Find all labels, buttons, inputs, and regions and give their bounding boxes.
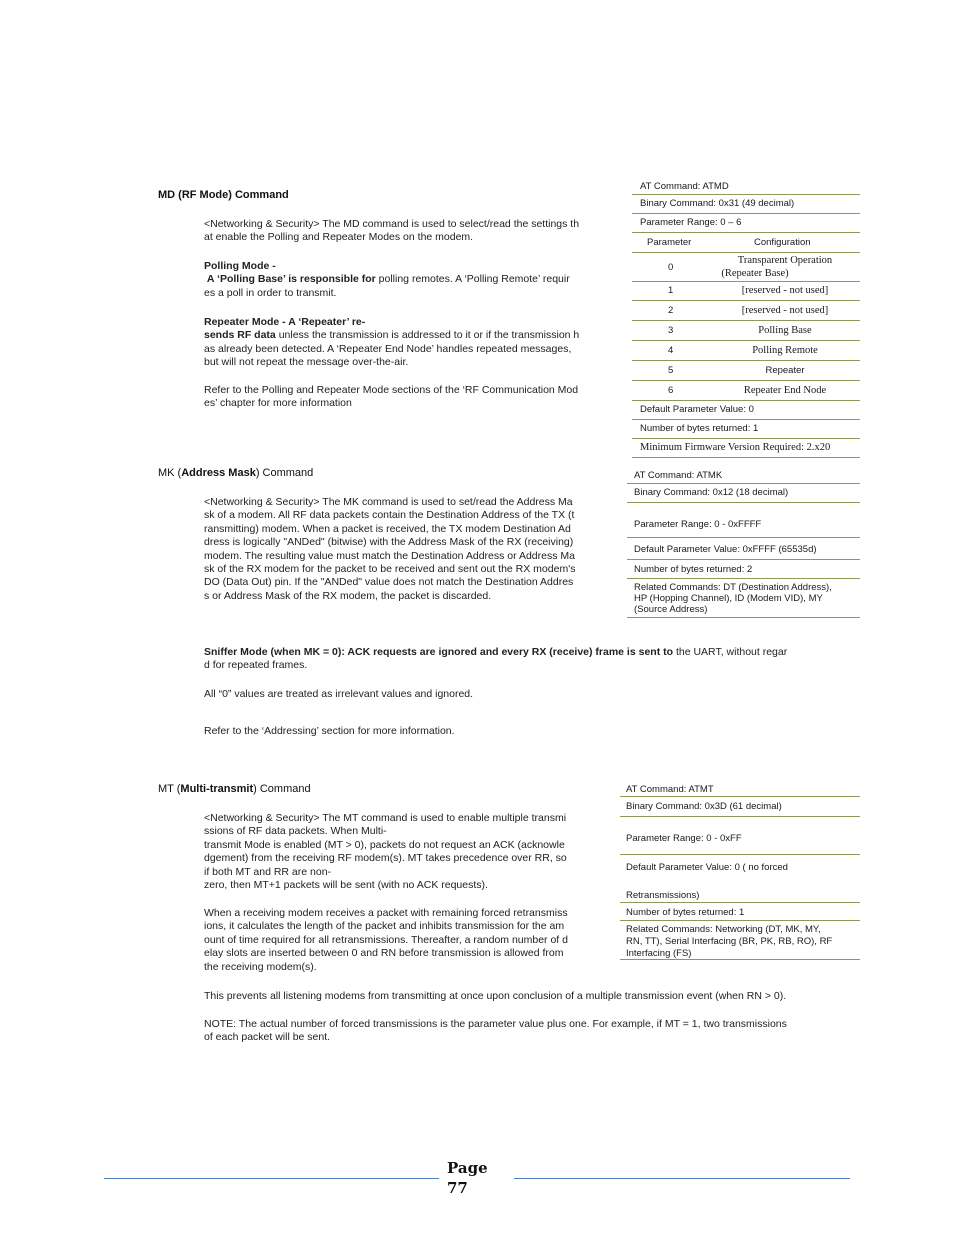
mt-heading: MT (Multi-transmit) Command — [158, 783, 311, 795]
md-row-config: [reserved - not used] — [741, 305, 829, 316]
md-polling: Polling Mode - A ‘Polling Base’ is responsible for polling remotes. A ‘Polling Remote’ requir es a poll in order to transmit. — [204, 260, 570, 299]
mk-related-commands: (Source Address) — [634, 604, 708, 615]
md-min-firmware: Minimum Firmware Version Required: 2.x20 — [640, 442, 831, 453]
mt-related-commands: RN, TT), Serial Interfacing (BR, PK, RB, RO), RF — [626, 936, 833, 947]
footer-rule-right — [514, 1178, 850, 1179]
footer-rule-left — [104, 1178, 439, 1179]
md-row-config: Repeater — [765, 365, 805, 376]
md-row-config: Repeater End Node — [743, 385, 827, 396]
md-row-config-2: (Repeater Base) — [721, 268, 789, 279]
mk-related-commands: HP (Hopping Channel), ID (Modem VID), MY — [634, 593, 823, 604]
md-row-config: Polling Remote — [752, 345, 818, 356]
mk-binary-command: Binary Command: 0x12 (18 decimal) — [634, 487, 789, 498]
md-row-config: [reserved - not used] — [741, 285, 829, 296]
mt-note: NOTE: The actual number of forced transmissions is the parameter value plus one. For example, if MT = 1, two transmissions of each packet will be sent. — [204, 1018, 787, 1044]
md-binary-command: Binary Command: 0x31 (49 decimal) — [640, 198, 795, 209]
md-row-param: 5 — [668, 365, 674, 376]
page-label: Page — [447, 1159, 488, 1177]
md-col-parameter: Parameter — [647, 237, 692, 248]
md-at-command: AT Command: ATMD — [640, 181, 729, 192]
md-bytes-returned: Number of bytes returned: 1 — [640, 423, 759, 434]
mt-default-value-2: Retransmissions) — [626, 890, 700, 901]
md-intro: <Networking & Security> The MD command is used to select/read the settings th at enable the Polling and Repeater Modes on the modem. — [204, 218, 580, 244]
mk-body: <Networking & Security> The MK command is used to set/read the Address Ma sk of a modem. All RF data packets contain the Destination Address of the TX (t ransmitting) modem. When a packet is received, the TX modem Destination Ad dress is logically "ANDed" (bitwise) with the Address Mask of the RX (receiving) modem. The resulting value must match the Destination Address or Address Ma sk of the RX modem for the packet to be received and sent out the RX modem's DO (Data Out) pin. If the "ANDed" value does not match the Destination Addres s or Address Mask of the RX modem, the packet is discarded. — [204, 496, 576, 602]
md-row-param: 1 — [668, 285, 674, 296]
mt-related-commands: Related Commands: Networking (DT, MK, MY, — [626, 924, 821, 935]
mk-sniffer: Sniffer Mode (when MK = 0): ACK requests are ignored and every RX (receive) frame is sent to the UART, without regar d for repeated frames. — [204, 646, 788, 672]
mk-default-value: Default Parameter Value: 0xFFFF (65535d) — [634, 544, 817, 555]
md-repeater: Repeater Mode - A ‘Repeater’ re- sends RF data unless the transmission is addressed to it or if the transmission h as already been detected. A ‘Repeater End Node’ handles repeated messages, but will not repeat the message over-the-air. — [204, 316, 580, 369]
mt-binary-command: Binary Command: 0x3D (61 decimal) — [626, 801, 782, 812]
md-row-param: 6 — [668, 385, 674, 396]
mk-zero-values: All “0” values are treated as irrelevant values and ignored. — [204, 688, 474, 700]
md-col-configuration: Configuration — [754, 237, 811, 248]
mk-refer: Refer to the ‘Addressing’ section for more information. — [204, 725, 455, 737]
md-refer: Refer to the Polling and Repeater Mode sections of the ‘RF Communication Mod es’ chapter for more information — [204, 384, 579, 410]
md-default-value: Default Parameter Value: 0 — [640, 404, 754, 415]
mt-at-command: AT Command: ATMT — [626, 784, 714, 795]
md-row-param: 4 — [668, 345, 674, 356]
md-heading: MD (RF Mode) Command — [158, 189, 289, 201]
mt-parameter-range: Parameter Range: 0 - 0xFF — [626, 833, 742, 844]
mt-related-commands: Interfacing (FS) — [626, 948, 692, 959]
md-row-config: Polling Base — [758, 325, 812, 336]
mk-parameter-range: Parameter Range: 0 - 0xFFFF — [634, 519, 762, 530]
mt-body-2: When a receiving modem receives a packet with remaining forced retransmiss ions, it calculates the length of the packet and inhibits transmission for the am ount of time required for all retransmissions. Thereafter, a random number of d elay slots are inserted between 0 and RN before transmission is allowed from the receiving modem(s). — [204, 907, 568, 973]
md-row-param: 2 — [668, 305, 674, 316]
mk-heading: MK (Address Mask) Command — [158, 467, 314, 479]
page-number: 77 — [447, 1179, 468, 1197]
mt-prevents: This prevents all listening modems from transmitting at once upon conclusion of a multiple transmission event (when RN > 0). — [204, 990, 787, 1002]
md-row-param: 0 — [668, 262, 674, 273]
md-row-config: Transparent Operation — [737, 255, 833, 266]
md-row-param: 3 — [668, 325, 674, 336]
mt-default-value: Default Parameter Value: 0 ( no forced — [626, 862, 788, 873]
mt-bytes-returned: Number of bytes returned: 1 — [626, 907, 745, 918]
md-parameter-range: Parameter Range: 0 – 6 — [640, 217, 742, 228]
mt-body: <Networking & Security> The MT command is used to enable multiple transmi ssions of RF data packets. When Multi- transmit Mode is enabled (MT > 0), packets do not request an ACK (acknowle dgement) from the receiving RF modem(s). MT takes precedence over RR, so if both MT and RR are non- zero, then MT+1 packets will be sent (with no ACK requests). — [204, 812, 567, 892]
mk-bytes-returned: Number of bytes returned: 2 — [634, 564, 753, 575]
mk-at-command: AT Command: ATMK — [634, 470, 723, 481]
mk-related-commands: Related Commands: DT (Destination Address), — [634, 582, 832, 593]
